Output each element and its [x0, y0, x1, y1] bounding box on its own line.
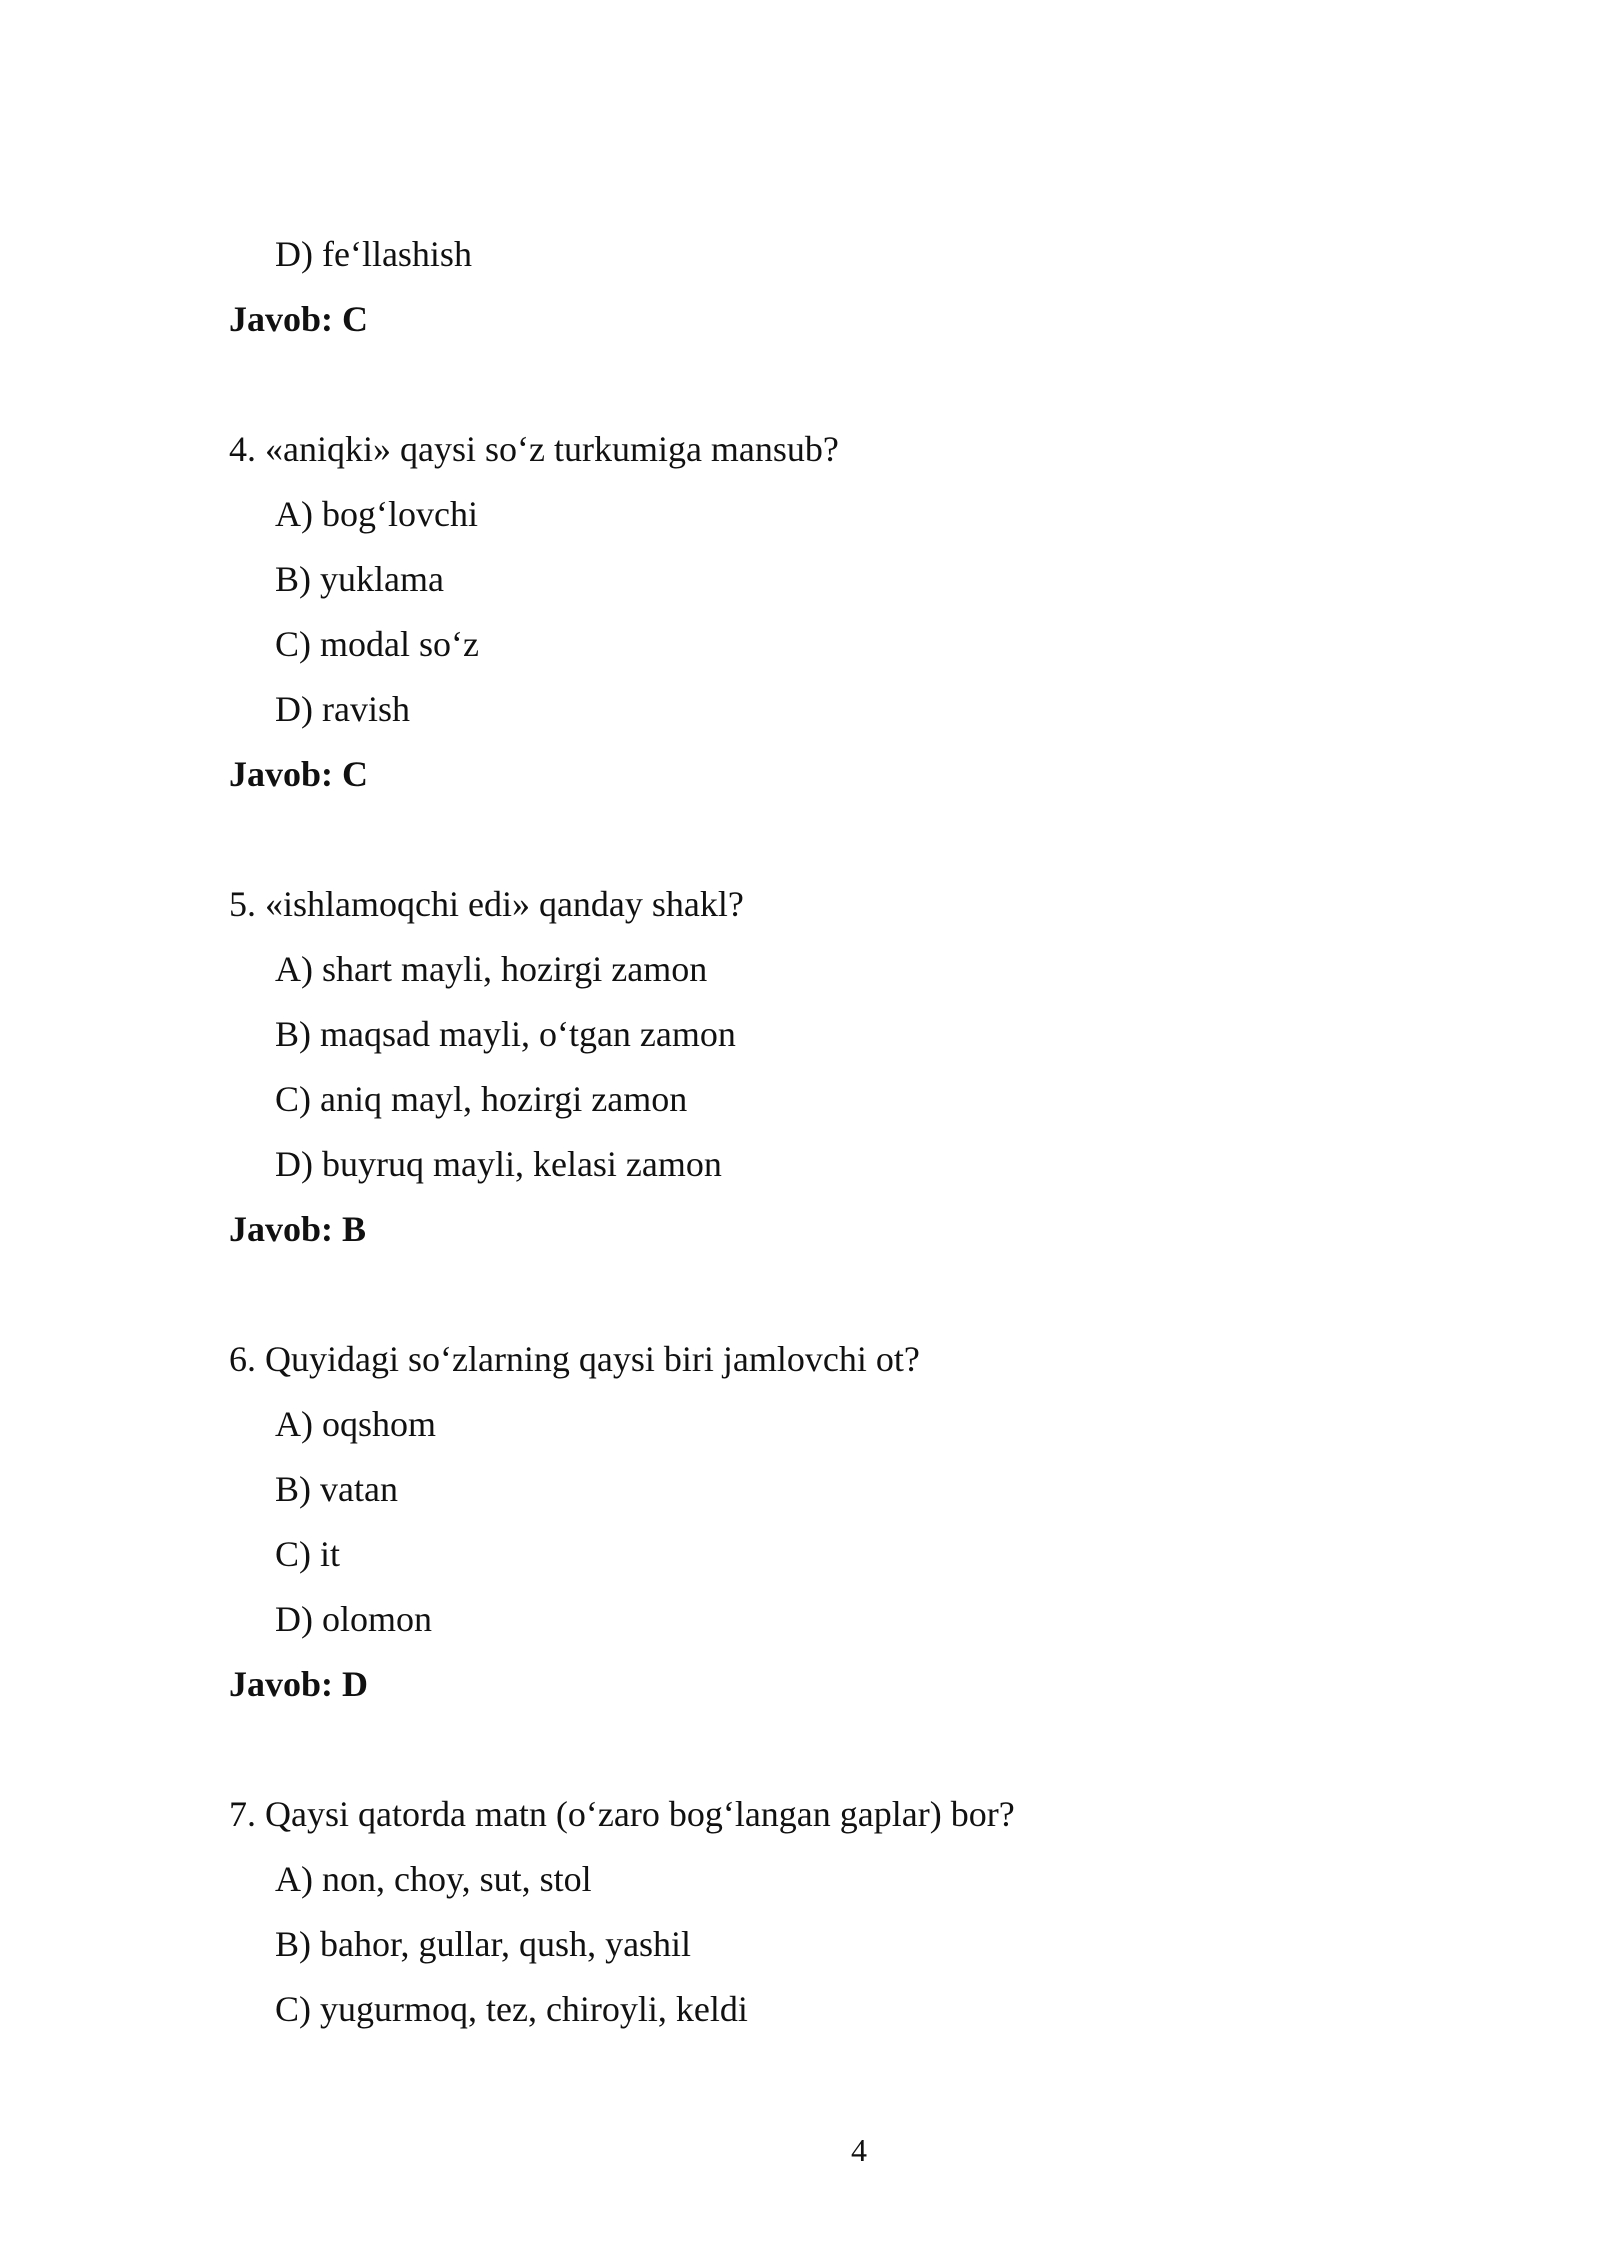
option-b: B) maqsad mayli, o‘tgan zamon — [275, 1014, 736, 1054]
question-text: 6. Quyidagi so‘zlarning qaysi biri jamlovchi ot? — [229, 1339, 920, 1379]
answer-line: Javob: C — [229, 754, 369, 794]
question-block-7 — [229, 1782, 1379, 2042]
question-text: 4. «aniqki» qaysi so‘z turkumiga mansub? — [229, 429, 839, 469]
option-d: D) ravish — [275, 689, 410, 729]
carryover-option-d: D) fe‘llashish — [275, 234, 472, 274]
option-c: C) modal so‘z — [275, 624, 479, 664]
option-a: A) bog‘lovchi — [275, 494, 478, 534]
question-block-6 — [229, 1327, 1379, 1717]
option-b: B) vatan — [275, 1469, 398, 1509]
answer-line: Javob: B — [229, 1209, 367, 1249]
answer-line: Javob: D — [229, 1664, 369, 1704]
option-d: D) olomon — [275, 1599, 432, 1639]
option-a: A) non, choy, sut, stol — [275, 1859, 592, 1899]
spacer — [229, 352, 1379, 417]
spacer — [229, 1717, 1379, 1782]
question-block-5 — [229, 872, 1379, 1262]
option-a: A) shart mayli, hozirgi zamon — [275, 949, 708, 989]
option-b: B) bahor, gullar, qush, yashil — [275, 1924, 692, 1964]
carryover-answer: Javob: C — [229, 299, 369, 339]
spacer — [229, 1262, 1379, 1327]
page-number: 4 — [851, 2132, 867, 2168]
question-block-4 — [229, 417, 1379, 807]
question-text: 7. Qaysi qatorda matn (o‘zaro bog‘langan gaplar) bor? — [229, 1794, 1015, 1834]
spacer — [229, 807, 1379, 872]
option-d: D) buyruq mayli, kelasi zamon — [275, 1144, 722, 1184]
option-a: A) oqshom — [275, 1404, 436, 1444]
page-content — [229, 222, 1379, 2042]
option-c: C) aniq mayl, hozirgi zamon — [275, 1079, 688, 1119]
option-b: B) yuklama — [275, 559, 444, 599]
option-c: C) it — [275, 1534, 341, 1574]
question-text: 5. «ishlamoqchi edi» qanday shakl? — [229, 884, 744, 924]
option-c: C) yugurmoq, tez, chiroyli, keldi — [275, 1989, 748, 2029]
